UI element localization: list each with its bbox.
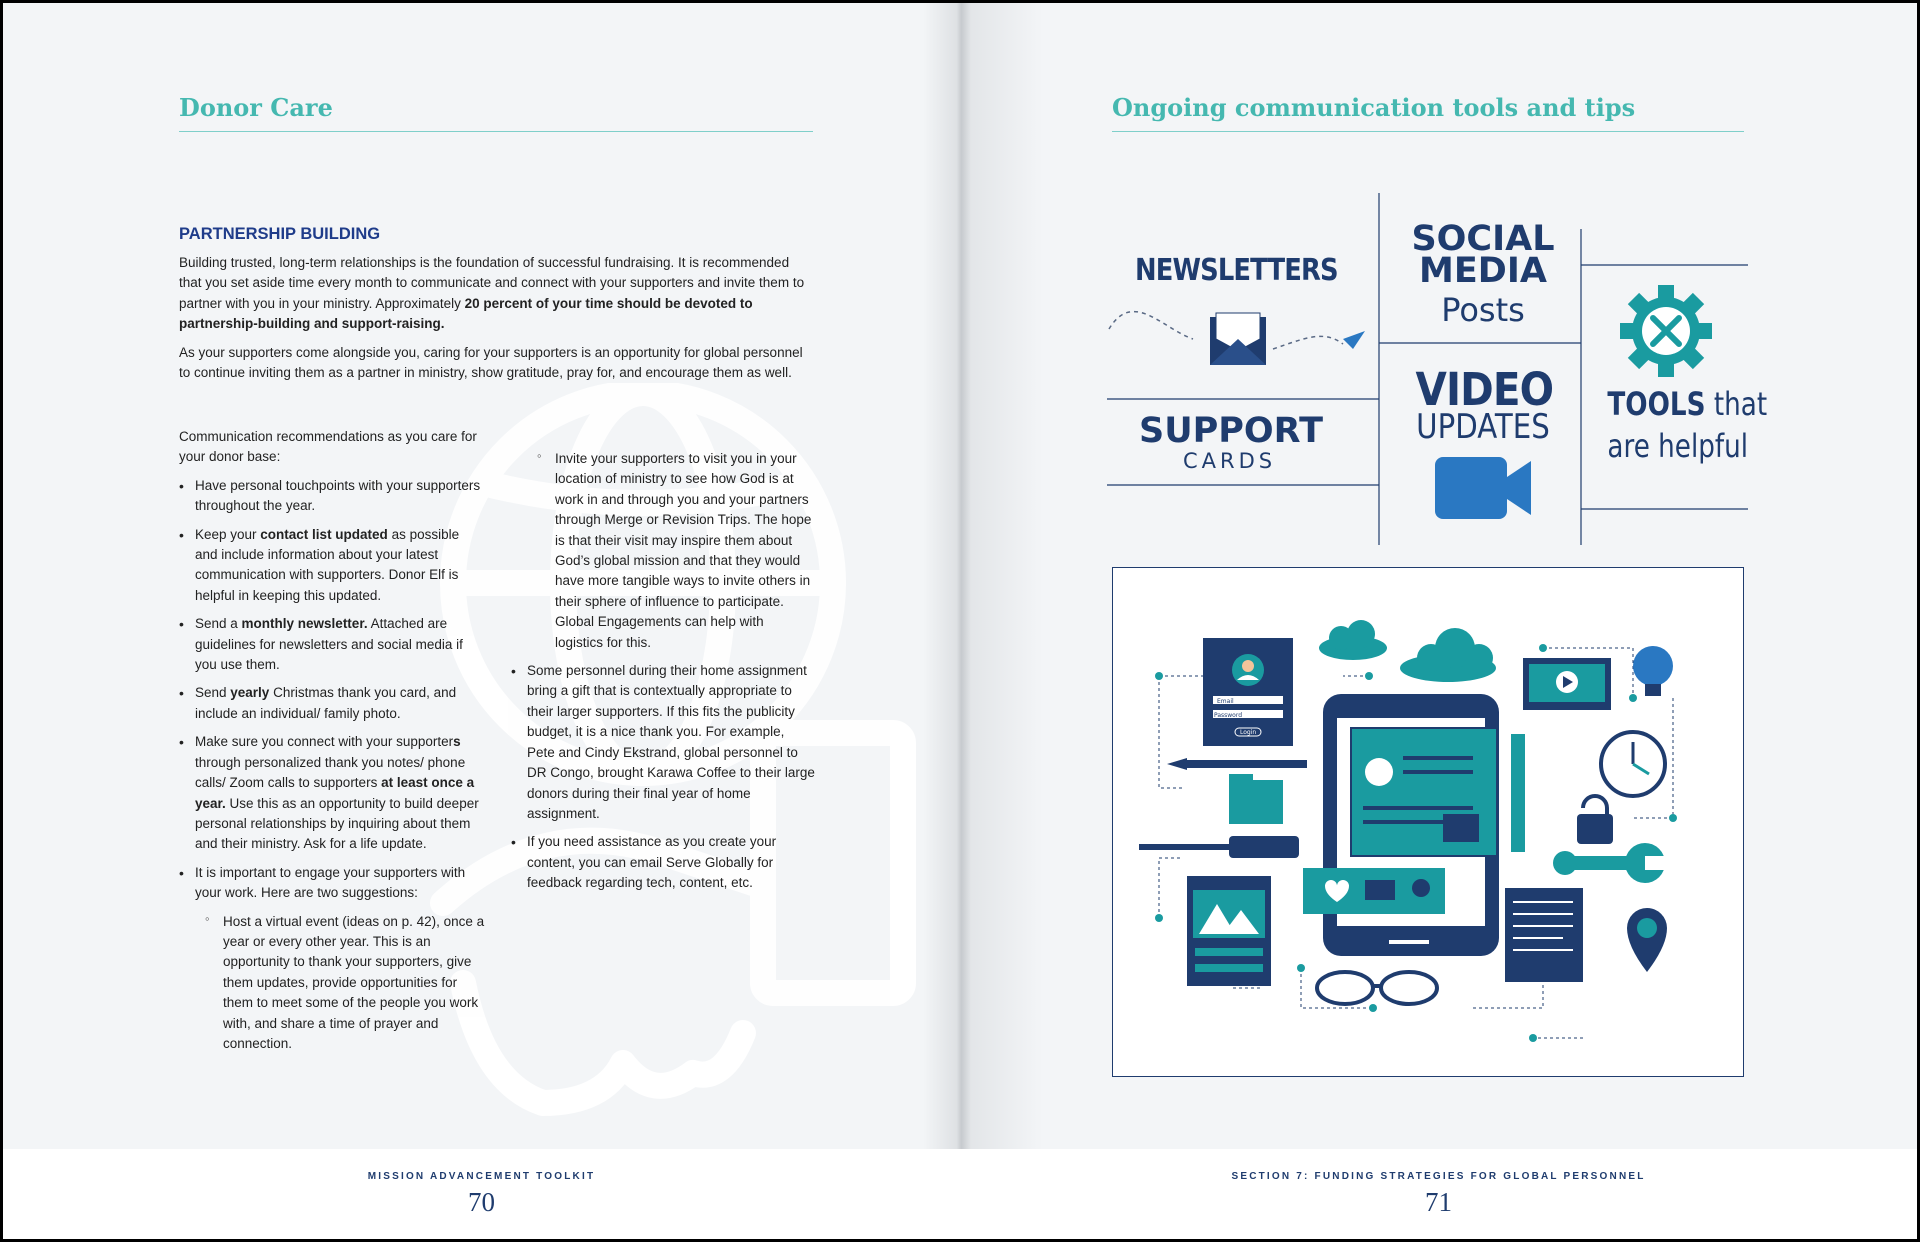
- page-number: 71: [1425, 1187, 1452, 1217]
- wrench-icon: [1553, 843, 1667, 883]
- screwdriver-icon: [1139, 836, 1299, 858]
- list-item: • It is important to engage your supporters with your work. Here are two suggestions: ◦ Host a virtual event (ideas on p. 42), once a year or every other year. This is an opportunity to thank your supporters, give them updates, provide opportunities for them to meet some of the people you work with, and share a time of prayer and connection.: [179, 863, 485, 1055]
- list-item: • Make sure you connect with your supporters through personalized thank you notes/ phone calls/ Zoom calls to supporters at least once a year. Use this as an opportunity to build deeper personal relationships by inquiring about them and their ministry. Ask for a life update.: [179, 732, 485, 854]
- communication-tools-infographic: [1103, 189, 1768, 549]
- document-icon: [1505, 888, 1583, 982]
- pencil-icon: [1167, 758, 1307, 770]
- login-label: Login: [1240, 729, 1257, 736]
- media-label: MEDIA: [1419, 251, 1547, 291]
- glasses-icon: [1317, 972, 1437, 1004]
- para1-bold: 20 percent of your time should be devoted to partnership-building and support-raising.: [179, 295, 753, 332]
- smartphone-icon: [1303, 694, 1499, 956]
- digital-communication-illustration: [1112, 567, 1744, 1077]
- second-paragraph: As your supporters come alongside you, caring for your supporters is an opportunity for global personnel to continue inviting them as a partner in ministry, show gratitude, pray for, and encourage them as well.: [179, 345, 803, 381]
- helpful-label: are helpful: [1607, 427, 1749, 465]
- book-spread: [3, 3, 1917, 1239]
- left-footer: [3, 1149, 960, 1239]
- envelope-icon: [1109, 312, 1365, 365]
- para1-text: Building trusted, long-term relationships is the foundation of successful fundraising. It is recommended that you set aside time every month to communicate and connect with your supporters and invite them to partner with you in your ministry. Approximately: [179, 255, 805, 311]
- left-page: [3, 3, 960, 1239]
- tools-label: TOOLS that: [1607, 385, 1768, 423]
- cloud-icon: [1319, 620, 1496, 682]
- right-footer: [960, 1149, 1917, 1239]
- section-title: Donor Care: [179, 93, 333, 122]
- list-item: • Send a monthly newsletter. Attached are guidelines for newsletters and social media if you use them.: [179, 614, 485, 675]
- left-column: [179, 427, 485, 1062]
- title-rule: [179, 131, 813, 132]
- video-label: VIDEO: [1415, 363, 1554, 416]
- right-column: [511, 449, 815, 902]
- list-item: • Some personnel during their home assignment bring a gift that is contextually appropriate to their larger supporters. If this fits the publicity budget, it is a nice thank you. For example, Pete and Cindy Ekstrand, global personnel to DR Congo, brought Karawa Coffee to their large donors during their final year of home assignment.: [511, 661, 815, 824]
- social-label: SOCIAL: [1411, 219, 1555, 259]
- footer-label: SECTION 7: FUNDING STRATEGIES FOR GLOBAL PERSONNEL: [1231, 1171, 1646, 1182]
- image-window-icon: [1187, 876, 1271, 986]
- video-player-icon: [1523, 658, 1611, 710]
- location-pin-icon: [1627, 908, 1667, 972]
- login-window-icon: [1203, 638, 1293, 746]
- list-item: • Send yearly Christmas thank you card, and include an individual/ family photo.: [179, 683, 485, 724]
- ruler-icon: [1511, 734, 1525, 852]
- newsletters-label: NEWSLETTERS: [1135, 253, 1338, 288]
- title-rule: [1112, 131, 1744, 132]
- footer-label: MISSION ADVANCEMENT TOOLKIT: [367, 1171, 596, 1182]
- support-label: SUPPORT: [1139, 411, 1323, 451]
- page-number: 70: [468, 1187, 495, 1217]
- recommendations-intro: Communication recommendations as you care for your donor base:: [179, 429, 477, 465]
- list-item: ◦ Invite your supporters to visit you in your location of ministry to see how God is at work in and through you and your partners through Merge or Revision Trips. The hope is that their visit may inspire them about God’s global mission and that they would have more tangible ways to invite others in their sphere of influence to participate. Global Engagements can help with logistics for this.: [537, 449, 815, 653]
- posts-label: Posts: [1441, 291, 1525, 329]
- updates-label: UPDATES: [1416, 407, 1550, 447]
- recommendations-list-cont: [511, 661, 815, 893]
- email-label: Email: [1217, 698, 1234, 705]
- suggestions-list-cont: [537, 449, 815, 653]
- gear-tools-icon: [1620, 285, 1712, 377]
- list-item: • Keep your contact list updated as possible and include information about your latest communication with supporters. Donor Elf is helpful in keeping this updated.: [179, 525, 485, 607]
- folder-icon: [1229, 774, 1283, 824]
- intro-paragraph: [179, 253, 813, 335]
- lightbulb-icon: [1633, 646, 1673, 696]
- lock-icon: [1577, 796, 1613, 844]
- partnership-heading: PARTNERSHIP BUILDING: [179, 225, 381, 243]
- recommendations-list: [179, 476, 485, 1055]
- list-item: • If you need assistance as you create your content, you can email Serve Globally for feedback regarding tech, content, etc.: [511, 832, 815, 893]
- cards-label: CARDS: [1183, 449, 1277, 473]
- suggestions-list: [205, 912, 485, 1055]
- list-item: ◦ Host a virtual event (ideas on p. 42), once a year or every other year. This is an opportunity to thank your supporters, give them updates, provide opportunities for them to meet some of the people you work with, and share a time of prayer and connection.: [205, 912, 485, 1055]
- list-item: • Have personal touchpoints with your supporters throughout the year.: [179, 476, 485, 517]
- section-title: Ongoing communication tools and tips: [1112, 93, 1636, 122]
- illustration-art: [1113, 568, 1743, 1076]
- clock-icon: [1601, 732, 1665, 796]
- video-camera-icon: [1435, 457, 1531, 519]
- password-label: Password: [1214, 712, 1243, 719]
